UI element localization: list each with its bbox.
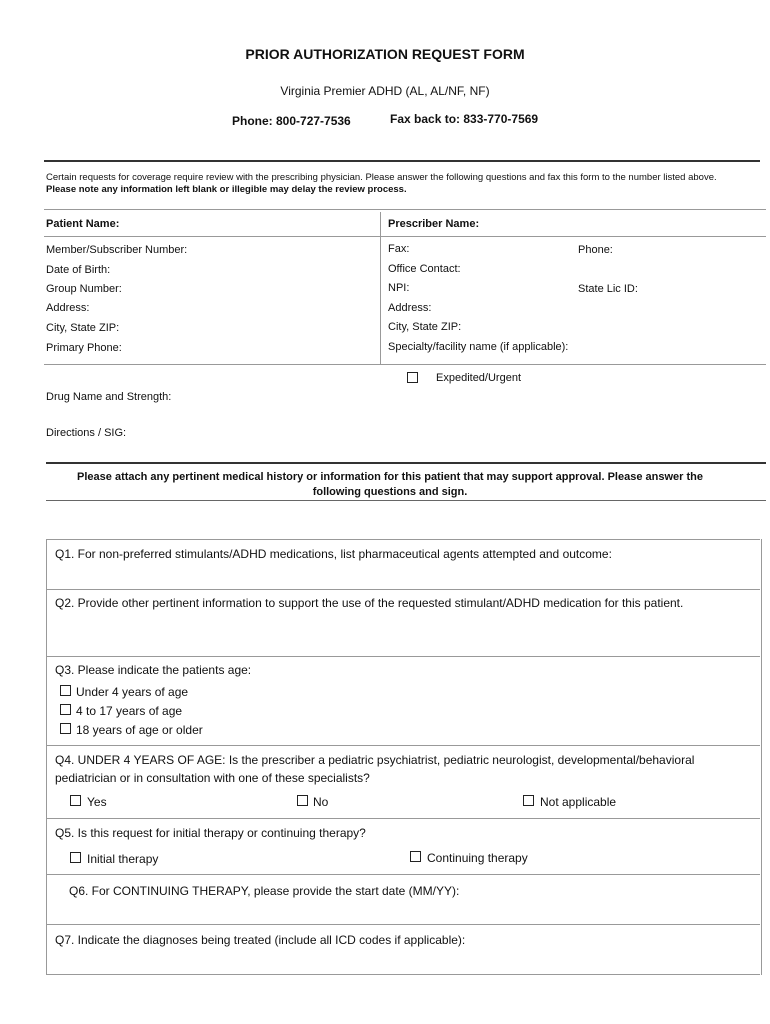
- drug-name-label: Drug Name and Strength:: [46, 391, 172, 403]
- prescriber-fax-label: Fax:: [388, 243, 410, 255]
- under-4-label: Under 4 years of age: [76, 685, 189, 699]
- divider: [46, 974, 760, 975]
- patient-address-label: Address:: [46, 302, 90, 314]
- specialty-label: Specialty/facility name (if applicable):: [388, 341, 569, 353]
- prescriber-name-label: Prescriber Name:: [388, 218, 480, 230]
- q7-text: Q7. Indicate the diagnoses being treated (include all ICD codes if applicable):: [55, 933, 466, 947]
- 18-plus-label: 18 years of age or older: [76, 723, 203, 737]
- intro-bold: Please note any information left blank or illegible may delay the review process.: [46, 184, 407, 195]
- under-4-checkbox[interactable]: [60, 685, 71, 696]
- expedited-checkbox[interactable]: [407, 372, 418, 383]
- intro-plain: Certain requests for coverage require review with the prescribing physician. Please answer the following questions and fax this form to the number listed above.: [46, 172, 717, 183]
- divider: [46, 589, 760, 590]
- divider: [44, 209, 766, 210]
- column-divider: [380, 212, 381, 364]
- form-title: PRIOR AUTHORIZATION REQUEST FORM: [245, 46, 525, 62]
- fax-number: Fax back to: 833-770-7569: [390, 112, 539, 126]
- q4-yes-checkbox[interactable]: [70, 795, 81, 806]
- 4-to-17-label: 4 to 17 years of age: [76, 704, 183, 718]
- q4-text: Q4. UNDER 4 YEARS OF AGE: Is the prescriber a pediatric psychiatrist, pediatric neurologist, developmental/behavioral pediatrician or in consultation with one of these specialists?: [55, 753, 695, 785]
- divider: [44, 364, 766, 365]
- q2-text: Q2. Provide other pertinent information to support the use of the requested stimulant/ADHD medication for this patient.: [55, 596, 684, 610]
- q4-yes-label: Yes: [87, 795, 107, 809]
- q1-text: Q1. For non-preferred stimulants/ADHD medications, list pharmaceutical agents attempted and outcome:: [55, 547, 612, 561]
- prescriber-city-label: City, State ZIP:: [388, 321, 462, 333]
- q4-na-checkbox[interactable]: [523, 795, 534, 806]
- divider: [44, 160, 760, 162]
- divider: [46, 874, 760, 875]
- divider: [46, 500, 766, 501]
- divider: [46, 745, 760, 746]
- group-number-label: Group Number:: [46, 283, 122, 295]
- divider: [46, 539, 760, 540]
- state-lic-label: State Lic ID:: [578, 283, 638, 295]
- initial-therapy-label: Initial therapy: [87, 852, 159, 866]
- form-subtitle: Virginia Premier ADHD (AL, AL/NF, NF): [280, 84, 490, 98]
- directions-label: Directions / SIG:: [46, 427, 127, 439]
- divider: [46, 462, 766, 464]
- q4-na-label: Not applicable: [540, 795, 617, 809]
- 4-to-17-checkbox[interactable]: [60, 704, 71, 715]
- intro-text: [46, 172, 726, 196]
- initial-therapy-checkbox[interactable]: [70, 852, 81, 863]
- q4-no-checkbox[interactable]: [297, 795, 308, 806]
- divider: [44, 236, 766, 237]
- q3-text: Q3. Please indicate the patients age:: [55, 663, 252, 677]
- continuing-therapy-label: Continuing therapy: [427, 851, 528, 865]
- continuing-therapy-checkbox[interactable]: [410, 851, 421, 862]
- member-number-label: Member/Subscriber Number:: [46, 244, 188, 256]
- prescriber-address-label: Address:: [388, 302, 432, 314]
- patient-name-label: Patient Name:: [46, 218, 120, 230]
- divider: [46, 818, 760, 819]
- prescriber-phone-label: Phone:: [578, 244, 613, 256]
- attach-notice: Please attach any pertinent medical history or information for this patient that may support approval. Please answer the following questions and sign.: [77, 471, 703, 498]
- divider: [46, 924, 760, 925]
- 18-plus-checkbox[interactable]: [60, 723, 71, 734]
- phone-number: Phone: 800-727-7536: [232, 114, 351, 128]
- divider: [46, 656, 760, 657]
- patient-city-label: City, State ZIP:: [46, 322, 120, 334]
- q6-text: Q6. For CONTINUING THERAPY, please provide the start date (MM/YY):: [69, 884, 460, 898]
- expedited-label: Expedited/Urgent: [436, 372, 521, 384]
- npi-label: NPI:: [388, 282, 410, 294]
- office-contact-label: Office Contact:: [388, 263, 461, 275]
- dob-label: Date of Birth:: [46, 264, 111, 276]
- q5-text: Q5. Is this request for initial therapy or continuing therapy?: [55, 826, 366, 840]
- primary-phone-label: Primary Phone:: [46, 342, 122, 354]
- q4-no-label: No: [313, 795, 329, 809]
